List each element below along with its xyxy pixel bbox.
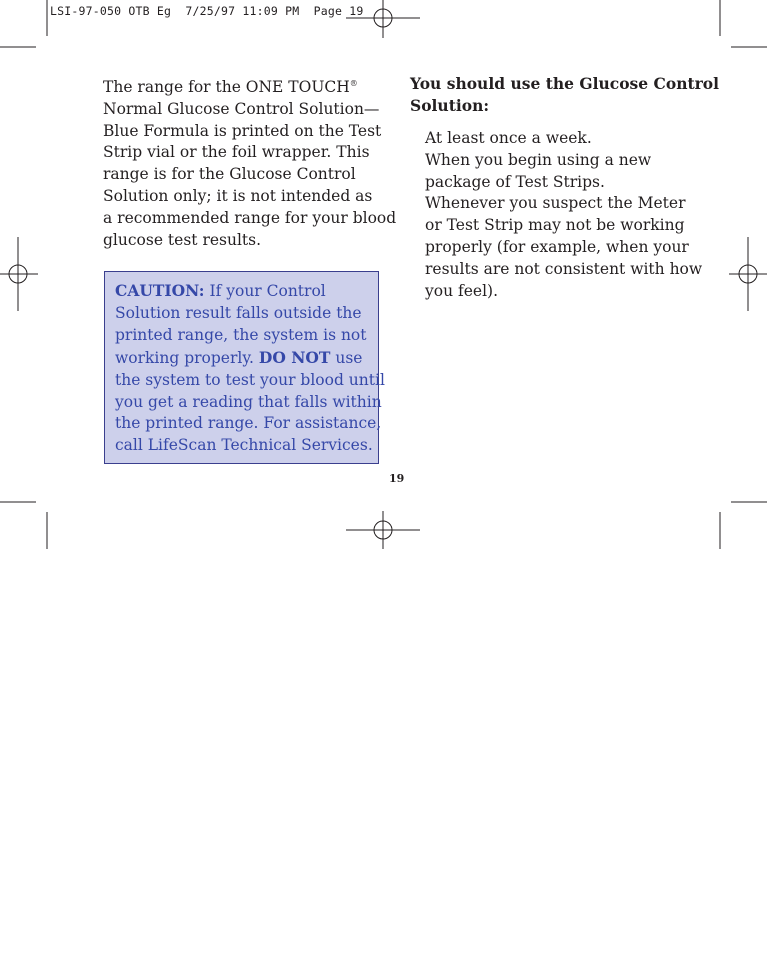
caution-line: call LifeScan Technical Services. — [115, 436, 373, 455]
list-item: Whenever you suspect the Meter — [425, 194, 686, 213]
left-column-paragraph — [103, 73, 397, 251]
paragraph-line: Solution only; it is not intended as — [103, 186, 373, 205]
right-column — [410, 73, 720, 302]
list-item: package of Test Strips. — [425, 172, 605, 191]
registration-mark-right — [729, 237, 767, 311]
caution-line: Solution result falls outside the — [115, 303, 362, 322]
list-item: At least once a week. — [425, 129, 592, 147]
paragraph-line: range is for the Glucose Control — [103, 165, 356, 184]
paragraph-line: a recommended range for your blood — [103, 208, 397, 227]
do-not-emphasis: DO NOT — [258, 347, 331, 367]
paragraph-line: Blue Formula is printed on the Test — [103, 121, 382, 140]
registered-mark: ® — [349, 79, 358, 88]
registration-mark-bottom — [346, 511, 420, 549]
list-item: properly (for example, when your — [425, 237, 689, 256]
paragraph-line: Normal Glucose Control Solution— — [103, 99, 380, 118]
caution-line: working properly. DO NOT use — [115, 347, 363, 367]
section-heading: You should use the Glucose Control Solution: — [410, 74, 720, 115]
list-item: or Test Strip may not be working — [425, 216, 685, 235]
caution-label: CAUTION: — [115, 281, 205, 300]
list-item: you feel). — [425, 281, 499, 300]
usage-list — [410, 128, 710, 302]
caution-line: you get a reading that falls within — [115, 392, 382, 411]
printer-slug: LSI-97-050 OTB Eg 7/25/97 11:09 PM Page 19 — [50, 4, 364, 18]
registration-mark-top — [346, 0, 420, 38]
paragraph-line: Strip vial or the foil wrapper. This — [103, 143, 370, 162]
caution-line: printed range, the system is not — [115, 325, 367, 344]
paragraph-line: glucose test results. — [103, 230, 262, 249]
caution-line: CAUTION: If your Control — [115, 281, 326, 300]
caution-line: the system to test your blood until — [115, 370, 385, 389]
list-item: results are not consistent with how — [425, 259, 703, 278]
list-item: When you begin using a new — [425, 150, 652, 169]
caution-line: the printed range. For assistance, — [115, 414, 382, 433]
paragraph-line: The range for the ONE TOUCH® — [103, 78, 358, 96]
page-number: 19 — [389, 472, 405, 485]
caution-box — [104, 271, 385, 464]
registration-mark-left — [0, 237, 38, 311]
